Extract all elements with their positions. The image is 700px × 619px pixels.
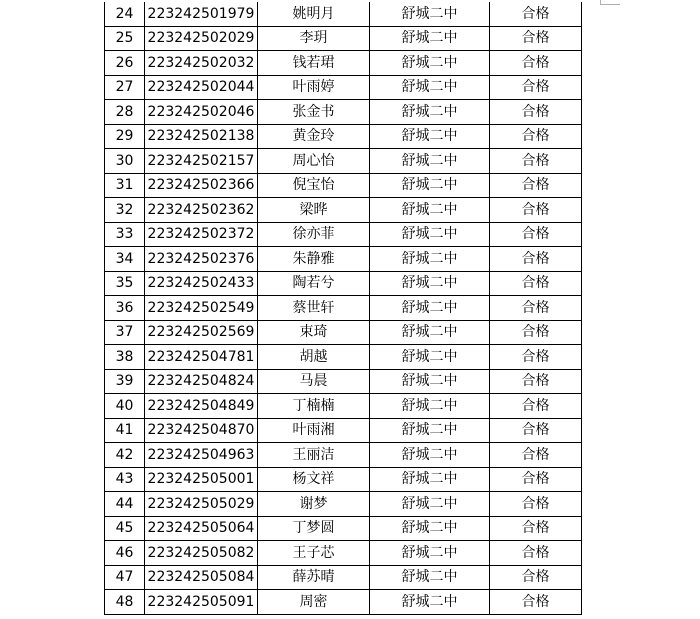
school-cell: 舒城二中 (370, 345, 490, 370)
result-cell: 合格 (490, 100, 582, 125)
result-cell: 合格 (490, 590, 582, 615)
table-row (105, 492, 582, 517)
school-cell: 舒城二中 (370, 75, 490, 100)
school-cell: 舒城二中 (370, 198, 490, 223)
table-row (105, 320, 582, 345)
table-row (105, 271, 582, 296)
student-name-cell: 束琦 (258, 320, 370, 345)
student-name-cell: 丁梦圆 (258, 516, 370, 541)
table-row (105, 369, 582, 394)
exam-id-cell: 223242505064 (145, 516, 258, 541)
school-cell: 舒城二中 (370, 467, 490, 492)
student-name-cell: 周密 (258, 590, 370, 615)
student-name-cell: 李玥 (258, 26, 370, 51)
result-cell: 合格 (490, 247, 582, 272)
student-name-cell: 梁晔 (258, 198, 370, 223)
student-name-cell: 叶雨婷 (258, 75, 370, 100)
table-row (105, 26, 582, 51)
student-name-cell: 朱静雅 (258, 247, 370, 272)
exam-id-cell: 223242502362 (145, 198, 258, 223)
result-cell: 合格 (490, 443, 582, 468)
result-cell: 合格 (490, 2, 582, 26)
result-cell: 合格 (490, 26, 582, 51)
table-row (105, 590, 582, 615)
row-number-cell: 43 (105, 467, 145, 492)
student-name-cell: 王子芯 (258, 541, 370, 566)
row-number-cell: 36 (105, 296, 145, 321)
student-name-cell: 谢梦 (258, 492, 370, 517)
result-cell: 合格 (490, 467, 582, 492)
exam-id-cell: 223242504824 (145, 369, 258, 394)
exam-id-cell: 223242502044 (145, 75, 258, 100)
result-cell: 合格 (490, 369, 582, 394)
student-name-cell: 周心怡 (258, 149, 370, 174)
row-number-cell: 28 (105, 100, 145, 125)
school-cell: 舒城二中 (370, 51, 490, 76)
school-cell: 舒城二中 (370, 492, 490, 517)
student-name-cell: 胡越 (258, 345, 370, 370)
school-cell: 舒城二中 (370, 173, 490, 198)
row-number-cell: 45 (105, 516, 145, 541)
exam-id-cell: 223242502376 (145, 247, 258, 272)
school-cell: 舒城二中 (370, 271, 490, 296)
row-number-cell: 24 (105, 2, 145, 26)
result-cell: 合格 (490, 541, 582, 566)
exam-id-cell: 223242502549 (145, 296, 258, 321)
student-name-cell: 徐亦菲 (258, 222, 370, 247)
school-cell: 舒城二中 (370, 222, 490, 247)
row-number-cell: 25 (105, 26, 145, 51)
row-number-cell: 46 (105, 541, 145, 566)
row-number-cell: 31 (105, 173, 145, 198)
result-cell: 合格 (490, 516, 582, 541)
result-cell: 合格 (490, 124, 582, 149)
school-cell: 舒城二中 (370, 149, 490, 174)
school-cell: 舒城二中 (370, 443, 490, 468)
school-cell: 舒城二中 (370, 124, 490, 149)
student-name-cell: 王丽洁 (258, 443, 370, 468)
row-number-cell: 32 (105, 198, 145, 223)
school-cell: 舒城二中 (370, 590, 490, 615)
exam-id-cell: 223242504870 (145, 418, 258, 443)
school-cell: 舒城二中 (370, 369, 490, 394)
exam-id-cell: 223242505001 (145, 467, 258, 492)
exam-id-cell: 223242502569 (145, 320, 258, 345)
result-cell: 合格 (490, 222, 582, 247)
result-cell: 合格 (490, 198, 582, 223)
student-name-cell: 杨文祥 (258, 467, 370, 492)
page-corner-mark-vertical (600, 0, 601, 5)
result-cell: 合格 (490, 565, 582, 590)
row-number-cell: 27 (105, 75, 145, 100)
exam-id-cell: 223242502366 (145, 173, 258, 198)
result-cell: 合格 (490, 394, 582, 419)
student-name-cell: 黄金玲 (258, 124, 370, 149)
student-name-cell: 叶雨湘 (258, 418, 370, 443)
student-name-cell: 张金书 (258, 100, 370, 125)
row-number-cell: 30 (105, 149, 145, 174)
table-row (105, 2, 582, 26)
school-cell: 舒城二中 (370, 394, 490, 419)
page-corner-mark (600, 4, 620, 5)
exam-id-cell: 223242505029 (145, 492, 258, 517)
school-cell: 舒城二中 (370, 320, 490, 345)
row-number-cell: 42 (105, 443, 145, 468)
table-row (105, 296, 582, 321)
student-name-cell: 丁楠楠 (258, 394, 370, 419)
student-name-cell: 陶若兮 (258, 271, 370, 296)
table-row (105, 516, 582, 541)
row-number-cell: 47 (105, 565, 145, 590)
table-row (105, 443, 582, 468)
table-row (105, 149, 582, 174)
school-cell: 舒城二中 (370, 541, 490, 566)
row-number-cell: 34 (105, 247, 145, 272)
exam-id-cell: 223242505091 (145, 590, 258, 615)
school-cell: 舒城二中 (370, 296, 490, 321)
exam-id-cell: 223242502372 (145, 222, 258, 247)
result-cell: 合格 (490, 320, 582, 345)
row-number-cell: 38 (105, 345, 145, 370)
student-name-cell: 蔡世轩 (258, 296, 370, 321)
result-cell: 合格 (490, 173, 582, 198)
exam-id-cell: 223242502157 (145, 149, 258, 174)
table-row (105, 198, 582, 223)
exam-id-cell: 223242502433 (145, 271, 258, 296)
table-row (105, 394, 582, 419)
table-row (105, 173, 582, 198)
school-cell: 舒城二中 (370, 2, 490, 26)
student-name-cell: 马晨 (258, 369, 370, 394)
row-number-cell: 35 (105, 271, 145, 296)
school-cell: 舒城二中 (370, 26, 490, 51)
row-number-cell: 33 (105, 222, 145, 247)
row-number-cell: 44 (105, 492, 145, 517)
results-table (104, 2, 582, 615)
table-row (105, 541, 582, 566)
result-cell: 合格 (490, 51, 582, 76)
exam-id-cell: 223242502138 (145, 124, 258, 149)
school-cell: 舒城二中 (370, 100, 490, 125)
school-cell: 舒城二中 (370, 247, 490, 272)
exam-id-cell: 223242502029 (145, 26, 258, 51)
table-row (105, 51, 582, 76)
table-row (105, 418, 582, 443)
exam-id-cell: 223242505084 (145, 565, 258, 590)
row-number-cell: 48 (105, 590, 145, 615)
result-cell: 合格 (490, 149, 582, 174)
school-cell: 舒城二中 (370, 516, 490, 541)
table-row (105, 565, 582, 590)
exam-id-cell: 223242502046 (145, 100, 258, 125)
school-cell: 舒城二中 (370, 418, 490, 443)
row-number-cell: 40 (105, 394, 145, 419)
result-cell: 合格 (490, 296, 582, 321)
table-row (105, 247, 582, 272)
row-number-cell: 26 (105, 51, 145, 76)
exam-id-cell: 223242502032 (145, 51, 258, 76)
school-cell: 舒城二中 (370, 565, 490, 590)
student-name-cell: 钱若珺 (258, 51, 370, 76)
row-number-cell: 37 (105, 320, 145, 345)
table-row (105, 345, 582, 370)
table-row (105, 222, 582, 247)
exam-id-cell: 223242504849 (145, 394, 258, 419)
exam-id-cell: 223242505082 (145, 541, 258, 566)
table-row (105, 75, 582, 100)
student-name-cell: 姚明月 (258, 2, 370, 26)
table-row (105, 100, 582, 125)
result-cell: 合格 (490, 345, 582, 370)
student-name-cell: 薛苏晴 (258, 565, 370, 590)
result-cell: 合格 (490, 271, 582, 296)
row-number-cell: 41 (105, 418, 145, 443)
result-cell: 合格 (490, 418, 582, 443)
row-number-cell: 39 (105, 369, 145, 394)
table-row (105, 124, 582, 149)
exam-id-cell: 223242501979 (145, 2, 258, 26)
exam-id-cell: 223242504963 (145, 443, 258, 468)
row-number-cell: 29 (105, 124, 145, 149)
result-cell: 合格 (490, 75, 582, 100)
exam-id-cell: 223242504781 (145, 345, 258, 370)
results-table-body (105, 2, 582, 614)
result-cell: 合格 (490, 492, 582, 517)
student-name-cell: 倪宝怡 (258, 173, 370, 198)
table-row (105, 467, 582, 492)
